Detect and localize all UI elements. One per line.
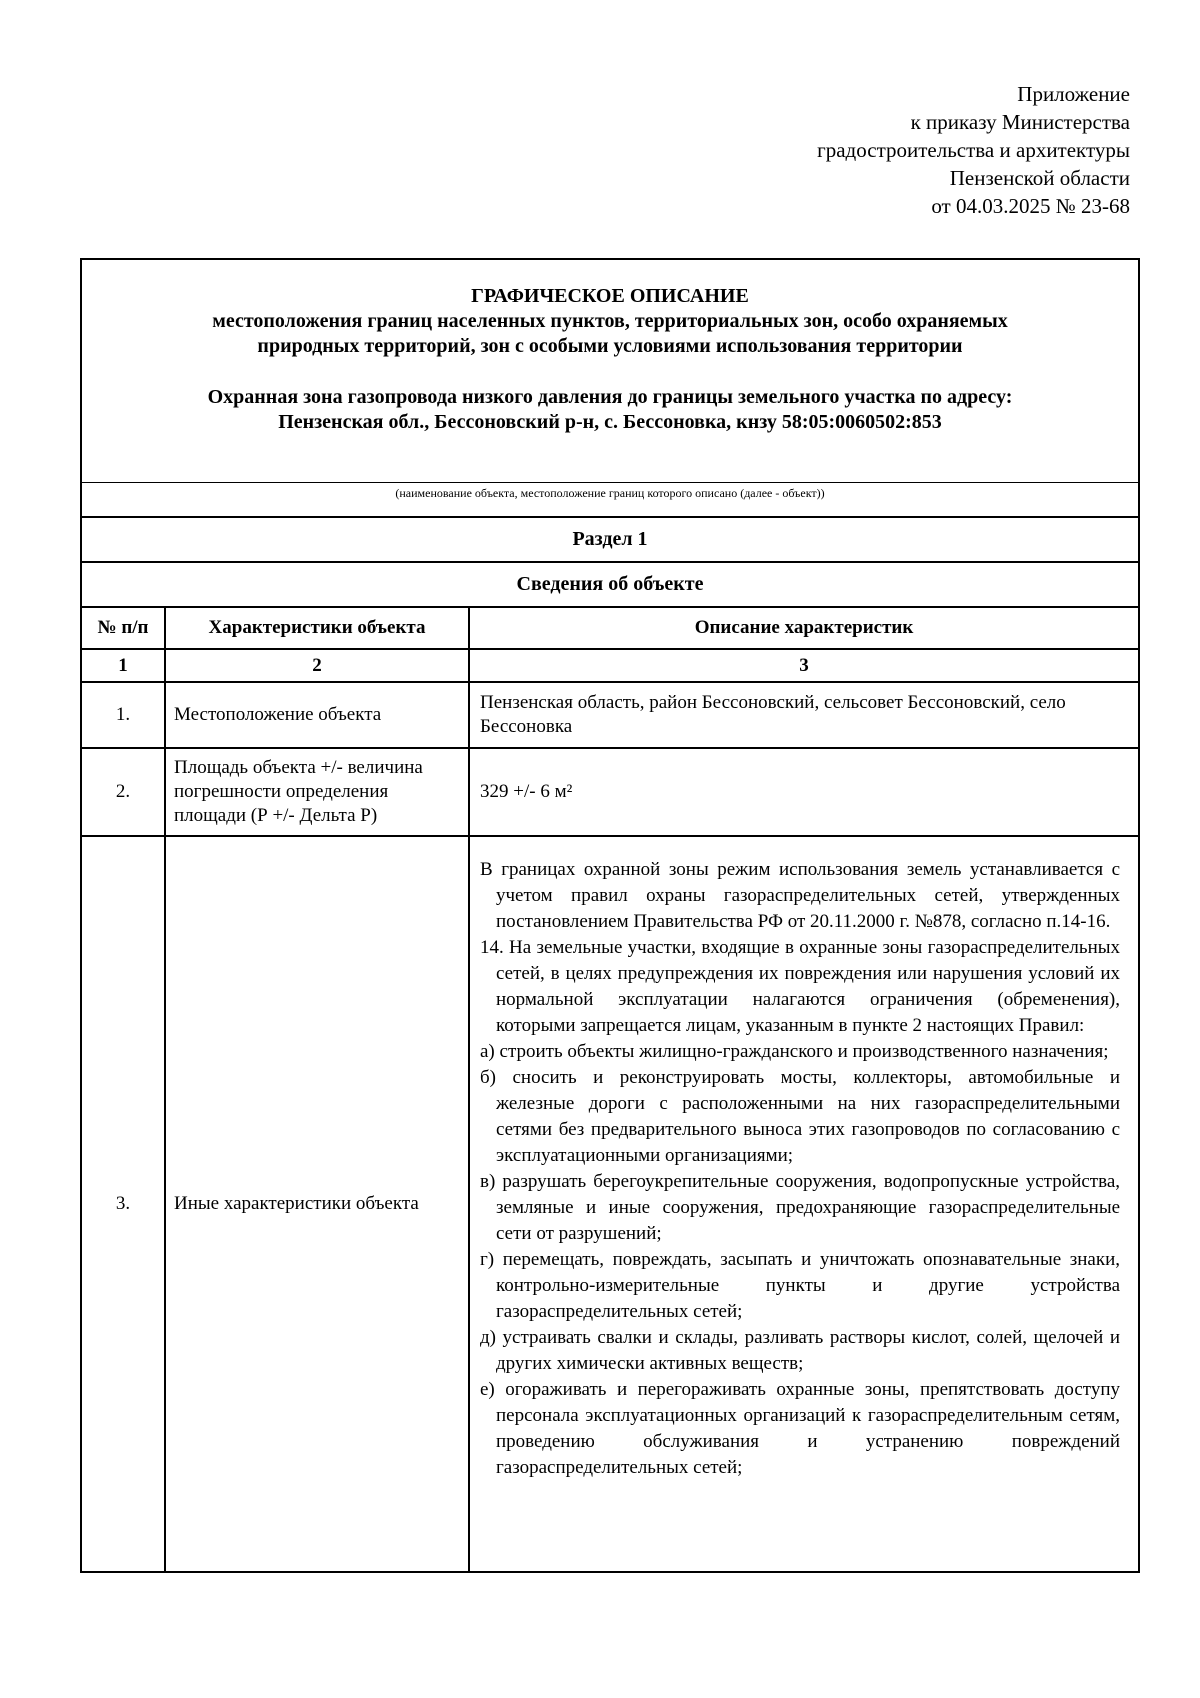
appendix-line: Пензенской области	[949, 166, 1130, 190]
document-subtitle-line: местоположения границ населенных пунктов, территориальных зон, особо охраняемых	[212, 310, 1008, 332]
list-item: г) перемещать, повреждать, засыпать и уничтожать опознавательные знаки, контрольно-измерительные пункты и другие устройства газораспределительных сетей;	[480, 1249, 1121, 1322]
row-characteristic: Местоположение объекта	[165, 682, 469, 748]
row-description	[469, 836, 1139, 1572]
document-title: ГРАФИЧЕСКОЕ ОПИСАНИЕ	[471, 285, 749, 307]
list-item: а) строить объекты жилищно-гражданского и производственного назначения;	[480, 1041, 1109, 1062]
column-header: Характеристики объекта	[165, 607, 469, 649]
appendix-order-number: от 04.03.2025 № 23-68	[931, 194, 1130, 218]
list-item: д) устраивать свалки и склады, разливать растворы кислот, солей, щелочей и других химически активных веществ;	[480, 1327, 1121, 1374]
object-address-line: Пензенская обл., Бессоновский р-н, с. Бессоновка, кнзу 58:05:0060502:853	[278, 411, 942, 433]
list-item: В границах охранной зоны режим использования земель устанавливается с учетом правил охраны газораспределительных сетей, утвержденных постановлением Правительства РФ от 20.11.2000 г. №878, согласно п.14-16.	[480, 859, 1121, 932]
header-cell	[81, 259, 1139, 483]
row-number: 2.	[81, 748, 165, 836]
row-description: Пензенская область, район Бессоновский, сельсовет Бессоновский, село Бессоновка	[469, 682, 1139, 748]
document-subtitle-line: природных территорий, зон с особыми условиями использования территории	[257, 335, 963, 357]
list-item: б) сносить и реконструировать мосты, коллекторы, автомобильные и железные дороги с расположенными на них газораспределительными сетями без предварительного выноса этих газопроводов по согласованию с эксплуатационными организациями;	[480, 1067, 1121, 1166]
row-description: 329 +/- 6 м²	[469, 748, 1139, 836]
appendix-line: Приложение	[1017, 82, 1130, 106]
section-subtitle: Сведения об объекте	[81, 562, 1139, 607]
column-header: № п/п	[81, 607, 165, 649]
column-number: 2	[165, 649, 469, 682]
appendix-block	[670, 80, 1130, 220]
object-name-line: Охранная зона газопровода низкого давления до границы земельного участка по адресу:	[207, 386, 1013, 408]
list-item: в) разрушать берегоукрепительные сооружения, водопропускные устройства, земляные и иные сооружения, предохраняющие газораспределительные сети от разрушений;	[480, 1171, 1121, 1244]
table-row	[81, 836, 1139, 1572]
column-number-row	[81, 649, 1139, 682]
row-characteristic: Иные характеристики объекта	[165, 836, 469, 1572]
row-number: 1.	[81, 682, 165, 748]
list-item: е) огораживать и перегораживать охранные зоны, препятствовать доступу персонала эксплуатационных организаций к газораспределительным сетям, проведению обслуживания и устранению повреждений газораспределительных сетей;	[480, 1379, 1121, 1478]
section-title: Раздел 1	[81, 517, 1139, 562]
row-number: 3.	[81, 836, 165, 1572]
table-header-row	[81, 607, 1139, 649]
column-header: Описание характеристик	[469, 607, 1139, 649]
column-number: 1	[81, 649, 165, 682]
list-item: 14. На земельные участки, входящие в охранные зоны газораспределительных сетей, в целях предупреждения их повреждения или нарушения условий их нормальной эксплуатации налагаются ограничения (обременения), которыми запрещается лицам, указанным в пункте 2 настоящих Правил:	[480, 937, 1121, 1036]
appendix-line: к приказу Министерства	[910, 110, 1130, 134]
appendix-line: градостроительства и архитектуры	[817, 138, 1130, 162]
description-table	[80, 258, 1140, 1573]
column-number: 3	[469, 649, 1139, 682]
table-row	[81, 748, 1139, 836]
row-characteristic: Площадь объекта +/- величина погрешности определения площади (Р +/- Дельта Р)	[165, 748, 469, 836]
table-row	[81, 682, 1139, 748]
object-caption: (наименование объекта, местоположение границ которого описано (далее - объект))	[81, 483, 1139, 518]
restrictions-list	[470, 837, 1138, 1481]
